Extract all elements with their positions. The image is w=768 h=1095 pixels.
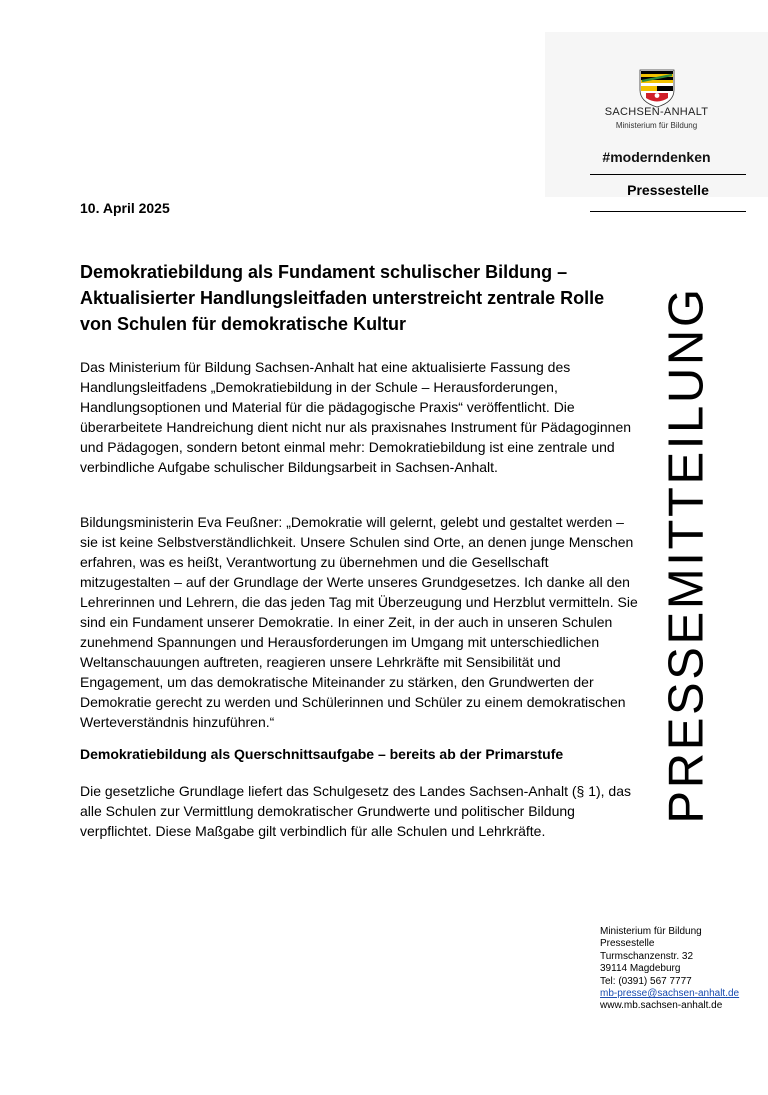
contact-org: Ministerium für Bildung [600, 926, 702, 937]
contact-dept: Pressestelle [600, 938, 655, 950]
contact-street: Turmschanzenstr. 32 [600, 950, 694, 962]
paragraph-legal: Die gesetzliche Grundlage liefert das Schulgesetz des Landes Sachsen-Anhalt (§ 1), das alle Schulen zur Vermittlung demokratischer Grundwerte und politischer Bildung verpflichtet. Diese Maßgabe gilt verbindlich für alle Schulen und Lehrkräfte. [80, 783, 631, 839]
headline: Demokratiebildung als Fundament schulischer Bildung – Aktualisierter Handlungsleitfaden unterstreicht zentrale Rolle von Schulen für demokratische Kultur [80, 262, 605, 334]
contact-website[interactable]: www.mb.sachsen-anhalt.de [600, 1000, 723, 1012]
department-label: Pressestelle [627, 182, 709, 198]
subheading: Demokratiebildung als Querschnittsaufgabe – bereits ab der Primarstufe [80, 746, 564, 762]
divider-bottom [590, 211, 746, 212]
state-name: SACHSEN-ANHALT [604, 106, 709, 118]
vertical-title-text: PRESSEMITTEILUNG [659, 286, 714, 824]
contact-block [600, 926, 739, 1013]
paragraph-quote: Bildungsministerin Eva Feußner: „Demokratie will gelernt, gelebt und gestaltet werden – sie ist keine Selbstverständlichkeit. Unsere Schulen sind Orte, an denen junge Menschen erfahren, was es heißt, Verantwortung zu übernehmen und die Gesellschaft mitzugestalten – auf der Grundlage der Werte unseres Grundgesetzes. Ich danke all den Lehrerinnen und Lehrern, die das jeden Tag mit Überzeugung und Herzblut vermitteln. Sie sind ein Fundament unserer Demokratie. In einer Zeit, in der auch in unseren Schulen zunehmend Spannungen und Herausforderungen im Umgang mit unterschiedlichen Weltanschauungen auftreten, reagieren unsere Lehrkräfte mit Sensibilität und Engagement, um das demokratische Miteinander zu stärken, den Grundwerten der Demokratie gerecht zu werden und Schülerinnen und Schüler zu einem demokratischen Werteverständnis hinzuführen.“ [80, 514, 638, 730]
contact-email-link[interactable]: mb-presse@sachsen-anhalt.de [600, 988, 740, 1000]
release-date: 10. April 2025 [80, 200, 170, 216]
divider-top [590, 174, 746, 175]
paragraph-intro: Das Ministerium für Bildung Sachsen-Anhalt hat eine aktualisierte Fassung des Handlungsleitfadens „Demokratiebildung in der Schule – Herausforderungen, Handlungsoptionen und Material für die pädagogische Praxis“ veröffentlicht. Die überarbeitete Handreichung dient nicht nur als praxisnahes Instrument für Pädagoginnen und Pädagogen, sondern betont einmal mehr: Demokratiebildung ist eine zentrale und verbindliche Aufgabe schulischer Bildungsarbeit in Sachsen-Anhalt. [80, 359, 632, 475]
ministry-subtitle: Ministerium für Bildung [615, 121, 698, 130]
contact-phone: Tel: (0391) 567 7777 [600, 975, 692, 987]
coat-of-arms-icon [638, 68, 676, 108]
contact-city: 39114 Magdeburg [600, 963, 681, 975]
hashtag: #moderndenken [602, 149, 711, 165]
